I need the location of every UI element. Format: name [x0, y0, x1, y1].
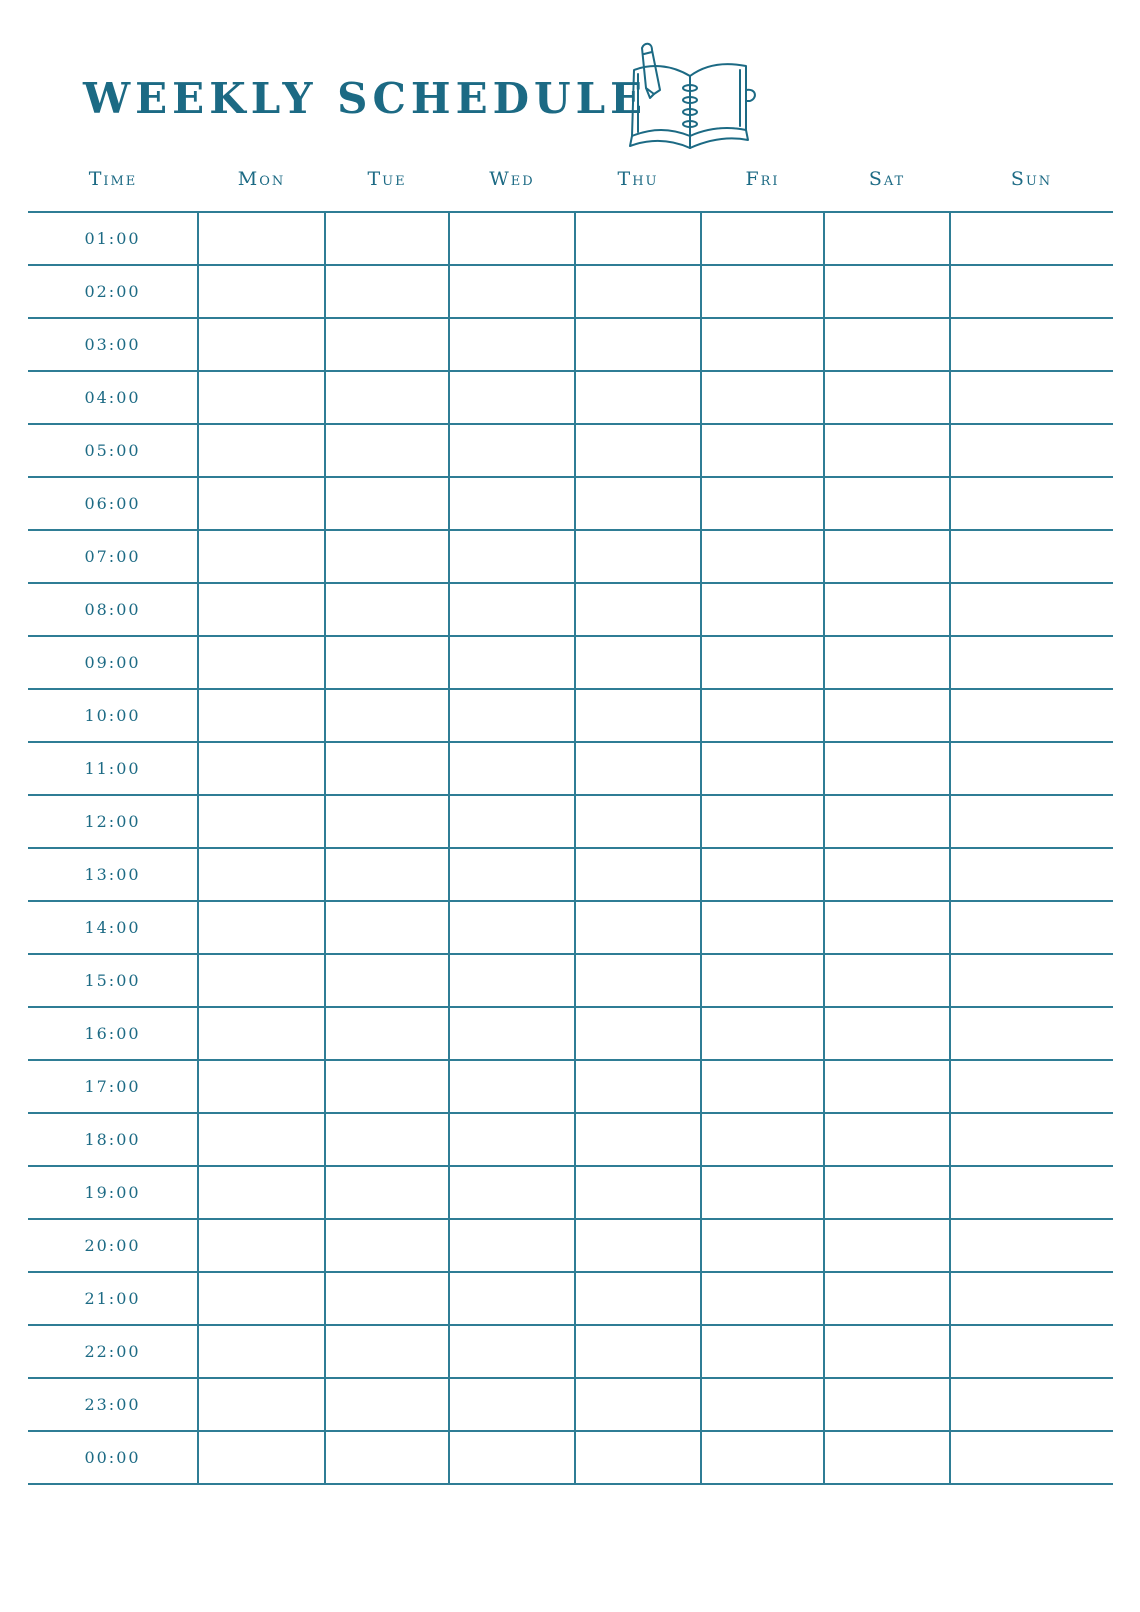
time-slot-label: 12:00 — [28, 795, 198, 848]
schedule-row — [28, 954, 1113, 1007]
schedule-cell-tue[interactable] — [325, 954, 449, 1007]
schedule-cell-mon[interactable] — [198, 530, 325, 583]
schedule-cell-fri[interactable] — [701, 1378, 824, 1431]
schedule-cell-tue[interactable] — [325, 901, 449, 954]
schedule-row — [28, 212, 1113, 265]
schedule-cell-sat[interactable] — [824, 371, 950, 424]
schedule-cell-mon[interactable] — [198, 901, 325, 954]
schedule-cell-mon[interactable] — [198, 1272, 325, 1325]
schedule-cell-tue[interactable] — [325, 1060, 449, 1113]
schedule-cell-sun[interactable] — [950, 1219, 1113, 1272]
schedule-cell-sat[interactable] — [824, 583, 950, 636]
schedule-row — [28, 318, 1113, 371]
schedule-cell-sat[interactable] — [824, 1378, 950, 1431]
schedule-cell-mon[interactable] — [198, 1219, 325, 1272]
time-slot-label: 07:00 — [28, 530, 198, 583]
schedule-cell-wed[interactable] — [449, 265, 575, 318]
schedule-cell-wed[interactable] — [449, 318, 575, 371]
schedule-cell-mon[interactable] — [198, 795, 325, 848]
schedule-cell-thu[interactable] — [575, 530, 701, 583]
schedule-cell-tue[interactable] — [325, 1431, 449, 1484]
schedule-cell-mon[interactable] — [198, 318, 325, 371]
page-title: WEEKLY SCHEDULE — [83, 74, 648, 123]
schedule-row — [28, 1219, 1113, 1272]
schedule-cell-sun[interactable] — [950, 1272, 1113, 1325]
schedule-row — [28, 1113, 1113, 1166]
schedule-cell-tue[interactable] — [325, 477, 449, 530]
schedule-cell-sat[interactable] — [824, 477, 950, 530]
schedule-cell-sun[interactable] — [950, 477, 1113, 530]
schedule-cell-wed[interactable] — [449, 212, 575, 265]
schedule-cell-tue[interactable] — [325, 848, 449, 901]
schedule-cell-tue[interactable] — [325, 1378, 449, 1431]
time-slot-label: 02:00 — [28, 265, 198, 318]
schedule-cell-wed[interactable] — [449, 1378, 575, 1431]
schedule-cell-fri[interactable] — [701, 477, 824, 530]
schedule-cell-wed[interactable] — [449, 371, 575, 424]
schedule-cell-fri[interactable] — [701, 265, 824, 318]
schedule-cell-thu[interactable] — [575, 318, 701, 371]
schedule-cell-fri[interactable] — [701, 848, 824, 901]
schedule-row — [28, 901, 1113, 954]
schedule-cell-sat[interactable] — [824, 1431, 950, 1484]
schedule-row — [28, 1007, 1113, 1060]
schedule-cell-thu[interactable] — [575, 424, 701, 477]
schedule-cell-sat[interactable] — [824, 424, 950, 477]
schedule-cell-mon[interactable] — [198, 1113, 325, 1166]
schedule-row — [28, 636, 1113, 689]
schedule-cell-fri[interactable] — [701, 1060, 824, 1113]
schedule-cell-thu[interactable] — [575, 954, 701, 1007]
schedule-cell-fri[interactable] — [701, 583, 824, 636]
schedule-cell-fri[interactable] — [701, 795, 824, 848]
day-header-mon: Mon — [237, 168, 286, 190]
schedule-cell-sun[interactable] — [950, 795, 1113, 848]
day-header-fri: Fri — [745, 168, 780, 190]
time-slot-label: 16:00 — [28, 1007, 198, 1060]
schedule-cell-sat[interactable] — [824, 1166, 950, 1219]
day-header-thu: Thu — [617, 168, 659, 190]
time-slot-label: 17:00 — [28, 1060, 198, 1113]
schedule-cell-sat[interactable] — [824, 742, 950, 795]
open-planner-with-pen-icon — [628, 38, 778, 158]
time-slot-label: 18:00 — [28, 1113, 198, 1166]
schedule-cell-sun[interactable] — [950, 1166, 1113, 1219]
schedule-row — [28, 848, 1113, 901]
schedule-cell-fri[interactable] — [701, 742, 824, 795]
schedule-cell-fri[interactable] — [701, 1325, 824, 1378]
schedule-row — [28, 477, 1113, 530]
schedule-row — [28, 795, 1113, 848]
schedule-cell-thu[interactable] — [575, 477, 701, 530]
schedule-cell-thu[interactable] — [575, 1219, 701, 1272]
schedule-cell-sun[interactable] — [950, 742, 1113, 795]
schedule-cell-sat[interactable] — [824, 530, 950, 583]
schedule-cell-sun[interactable] — [950, 530, 1113, 583]
schedule-row — [28, 1431, 1113, 1484]
time-slot-label: 03:00 — [28, 318, 198, 371]
time-slot-label: 21:00 — [28, 1272, 198, 1325]
schedule-cell-tue[interactable] — [325, 795, 449, 848]
schedule-cell-thu[interactable] — [575, 848, 701, 901]
schedule-cell-wed[interactable] — [449, 1219, 575, 1272]
schedule-cell-sun[interactable] — [950, 318, 1113, 371]
schedule-cell-thu[interactable] — [575, 689, 701, 742]
schedule-cell-mon[interactable] — [198, 636, 325, 689]
schedule-cell-mon[interactable] — [198, 1325, 325, 1378]
schedule-cell-sun[interactable] — [950, 371, 1113, 424]
schedule-cell-mon[interactable] — [198, 477, 325, 530]
time-column-header: Time — [88, 168, 138, 190]
schedule-cell-sun[interactable] — [950, 583, 1113, 636]
schedule-cell-tue[interactable] — [325, 424, 449, 477]
schedule-cell-thu[interactable] — [575, 795, 701, 848]
time-slot-label: 10:00 — [28, 689, 198, 742]
schedule-cell-sat[interactable] — [824, 636, 950, 689]
schedule-row — [28, 742, 1113, 795]
time-slot-label: 20:00 — [28, 1219, 198, 1272]
schedule-cell-sun[interactable] — [950, 848, 1113, 901]
schedule-cell-mon[interactable] — [198, 265, 325, 318]
time-slot-label: 06:00 — [28, 477, 198, 530]
time-slot-label: 09:00 — [28, 636, 198, 689]
schedule-cell-tue[interactable] — [325, 1113, 449, 1166]
schedule-cell-thu[interactable] — [575, 1378, 701, 1431]
schedule-cell-sun[interactable] — [950, 1060, 1113, 1113]
time-slot-label: 23:00 — [28, 1378, 198, 1431]
schedule-cell-mon[interactable] — [198, 954, 325, 1007]
schedule-cell-sun[interactable] — [950, 954, 1113, 1007]
schedule-cell-thu[interactable] — [575, 1060, 701, 1113]
schedule-cell-wed[interactable] — [449, 1113, 575, 1166]
schedule-cell-wed[interactable] — [449, 477, 575, 530]
day-header-sat: Sat — [868, 168, 906, 190]
schedule-cell-mon[interactable] — [198, 848, 325, 901]
schedule-cell-wed[interactable] — [449, 1007, 575, 1060]
schedule-cell-sat[interactable] — [824, 1219, 950, 1272]
schedule-row — [28, 583, 1113, 636]
day-header-sun: Sun — [1010, 168, 1053, 190]
schedule-row — [28, 689, 1113, 742]
schedule-cell-tue[interactable] — [325, 1166, 449, 1219]
schedule-row — [28, 371, 1113, 424]
schedule-cell-wed[interactable] — [449, 1272, 575, 1325]
schedule-grid — [28, 211, 1113, 1485]
schedule-cell-sat[interactable] — [824, 1007, 950, 1060]
schedule-cell-fri[interactable] — [701, 1431, 824, 1484]
schedule-cell-sat[interactable] — [824, 265, 950, 318]
schedule-cell-sun[interactable] — [950, 1325, 1113, 1378]
schedule-cell-fri[interactable] — [701, 1007, 824, 1060]
schedule-cell-thu[interactable] — [575, 1272, 701, 1325]
schedule-cell-sun[interactable] — [950, 424, 1113, 477]
schedule-cell-mon[interactable] — [198, 1431, 325, 1484]
schedule-cell-thu[interactable] — [575, 1431, 701, 1484]
schedule-row — [28, 265, 1113, 318]
schedule-cell-wed[interactable] — [449, 742, 575, 795]
schedule-cell-sun[interactable] — [950, 1007, 1113, 1060]
time-slot-label: 19:00 — [28, 1166, 198, 1219]
schedule-cell-fri[interactable] — [701, 901, 824, 954]
schedule-cell-sat[interactable] — [824, 318, 950, 371]
schedule-cell-thu[interactable] — [575, 1325, 701, 1378]
schedule-cell-wed[interactable] — [449, 689, 575, 742]
schedule-cell-sat[interactable] — [824, 795, 950, 848]
schedule-cell-mon[interactable] — [198, 371, 325, 424]
time-slot-label: 00:00 — [28, 1431, 198, 1484]
schedule-cell-sat[interactable] — [824, 689, 950, 742]
schedule-cell-thu[interactable] — [575, 212, 701, 265]
schedule-cell-wed[interactable] — [449, 583, 575, 636]
schedule-cell-mon[interactable] — [198, 424, 325, 477]
schedule-cell-tue[interactable] — [325, 265, 449, 318]
schedule-cell-wed[interactable] — [449, 1060, 575, 1113]
schedule-cell-sat[interactable] — [824, 1060, 950, 1113]
schedule-cell-tue[interactable] — [325, 689, 449, 742]
schedule-cell-sat[interactable] — [824, 1113, 950, 1166]
schedule-cell-wed[interactable] — [449, 424, 575, 477]
schedule-cell-thu[interactable] — [575, 371, 701, 424]
schedule-cell-mon[interactable] — [198, 689, 325, 742]
schedule-cell-fri[interactable] — [701, 1219, 824, 1272]
schedule-cell-sun[interactable] — [950, 265, 1113, 318]
schedule-cell-tue[interactable] — [325, 583, 449, 636]
time-slot-label: 14:00 — [28, 901, 198, 954]
time-slot-label: 04:00 — [28, 371, 198, 424]
schedule-cell-sat[interactable] — [824, 848, 950, 901]
schedule-cell-fri[interactable] — [701, 636, 824, 689]
schedule-cell-mon[interactable] — [198, 742, 325, 795]
schedule-cell-fri[interactable] — [701, 212, 824, 265]
schedule-cell-tue[interactable] — [325, 1007, 449, 1060]
time-slot-label: 15:00 — [28, 954, 198, 1007]
schedule-cell-fri[interactable] — [701, 530, 824, 583]
schedule-cell-fri[interactable] — [701, 954, 824, 1007]
time-slot-label: 05:00 — [28, 424, 198, 477]
schedule-cell-wed[interactable] — [449, 530, 575, 583]
schedule-cell-sat[interactable] — [824, 1325, 950, 1378]
schedule-cell-wed[interactable] — [449, 636, 575, 689]
schedule-cell-wed[interactable] — [449, 795, 575, 848]
schedule-cell-sun[interactable] — [950, 689, 1113, 742]
schedule-row — [28, 424, 1113, 477]
schedule-cell-thu[interactable] — [575, 742, 701, 795]
schedule-row — [28, 1325, 1113, 1378]
schedule-cell-sun[interactable] — [950, 212, 1113, 265]
schedule-cell-tue[interactable] — [325, 742, 449, 795]
schedule-cell-sun[interactable] — [950, 1378, 1113, 1431]
schedule-row — [28, 1378, 1113, 1431]
schedule-cell-wed[interactable] — [449, 1325, 575, 1378]
schedule-cell-thu[interactable] — [575, 1166, 701, 1219]
schedule-cell-sun[interactable] — [950, 636, 1113, 689]
time-slot-label: 08:00 — [28, 583, 198, 636]
schedule-cell-wed[interactable] — [449, 954, 575, 1007]
schedule-cell-fri[interactable] — [701, 1272, 824, 1325]
schedule-cell-mon[interactable] — [198, 212, 325, 265]
schedule-cell-thu[interactable] — [575, 265, 701, 318]
schedule-cell-mon[interactable] — [198, 1166, 325, 1219]
schedule-cell-tue[interactable] — [325, 371, 449, 424]
schedule-row — [28, 1166, 1113, 1219]
schedule-cell-fri[interactable] — [701, 424, 824, 477]
schedule-cell-thu[interactable] — [575, 901, 701, 954]
schedule-cell-tue[interactable] — [325, 1272, 449, 1325]
schedule-cell-fri[interactable] — [701, 1113, 824, 1166]
schedule-cell-wed[interactable] — [449, 1431, 575, 1484]
schedule-cell-thu[interactable] — [575, 583, 701, 636]
schedule-cell-tue[interactable] — [325, 318, 449, 371]
schedule-cell-fri[interactable] — [701, 318, 824, 371]
schedule-cell-fri[interactable] — [701, 689, 824, 742]
schedule-cell-thu[interactable] — [575, 636, 701, 689]
schedule-cell-mon[interactable] — [198, 583, 325, 636]
schedule-cell-thu[interactable] — [575, 1007, 701, 1060]
schedule-cell-sat[interactable] — [824, 954, 950, 1007]
schedule-cell-wed[interactable] — [449, 901, 575, 954]
schedule-cell-mon[interactable] — [198, 1060, 325, 1113]
time-slot-label: 22:00 — [28, 1325, 198, 1378]
schedule-cell-sun[interactable] — [950, 1431, 1113, 1484]
schedule-cell-tue[interactable] — [325, 636, 449, 689]
day-header-wed: Wed — [489, 168, 535, 190]
time-slot-label: 01:00 — [28, 212, 198, 265]
schedule-cell-mon[interactable] — [198, 1378, 325, 1431]
schedule-cell-tue[interactable] — [325, 212, 449, 265]
schedule-cell-sat[interactable] — [824, 901, 950, 954]
schedule-cell-thu[interactable] — [575, 1113, 701, 1166]
time-slot-label: 11:00 — [28, 742, 198, 795]
schedule-cell-tue[interactable] — [325, 1219, 449, 1272]
schedule-cell-sun[interactable] — [950, 1113, 1113, 1166]
schedule-cell-sat[interactable] — [824, 212, 950, 265]
schedule-cell-tue[interactable] — [325, 530, 449, 583]
schedule-cell-sun[interactable] — [950, 901, 1113, 954]
schedule-cell-tue[interactable] — [325, 1325, 449, 1378]
schedule-cell-wed[interactable] — [449, 1166, 575, 1219]
schedule-row — [28, 1272, 1113, 1325]
schedule-cell-mon[interactable] — [198, 1007, 325, 1060]
schedule-cell-wed[interactable] — [449, 848, 575, 901]
schedule-cell-sat[interactable] — [824, 1272, 950, 1325]
schedule-row — [28, 530, 1113, 583]
schedule-cell-fri[interactable] — [701, 371, 824, 424]
schedule-row — [28, 1060, 1113, 1113]
schedule-cell-fri[interactable] — [701, 1166, 824, 1219]
day-header-tue: Tue — [367, 168, 407, 190]
time-slot-label: 13:00 — [28, 848, 198, 901]
